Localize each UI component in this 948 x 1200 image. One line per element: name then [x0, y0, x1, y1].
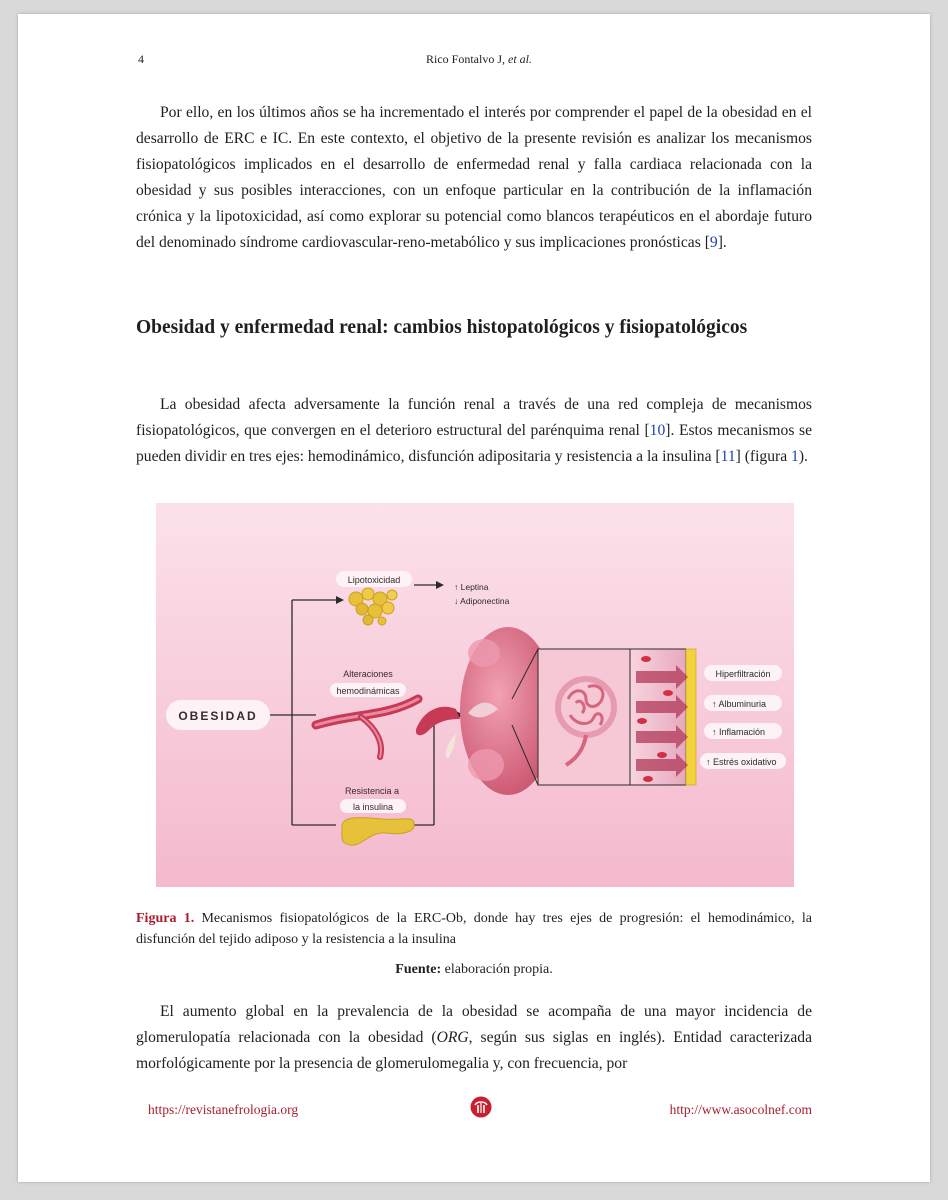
- adiponectina-label: Adiponectina: [460, 596, 510, 606]
- citation-link-10[interactable]: 10: [649, 422, 666, 439]
- down-arrow-icon: ↓: [454, 596, 459, 606]
- running-header-etal: et al.: [508, 52, 533, 66]
- adiponectina-row: [454, 596, 510, 606]
- hemo-label-line1: Alteraciones: [343, 669, 393, 679]
- figure-1-diagram: [156, 503, 794, 887]
- section-text-2: ]. Estos mecanismos se pueden dividir en tres ejes: hemodinámico, disfunción adipositaria y resistencia a la insulina [: [136, 422, 812, 465]
- section-paragraph: [136, 392, 812, 470]
- figure-source: [136, 962, 812, 978]
- section-text-1: La obesidad afecta adversamente la función renal a través de una red compleja de mecanismos fisiopatológicos, que convergen en el deterioro estructural del parénquima renal [: [136, 396, 812, 439]
- closing-paragraph: [136, 999, 812, 1077]
- outcome-inflamacion-row: [712, 727, 765, 737]
- journal-logo-icon: [470, 1096, 492, 1118]
- outcome-albuminuria: Albuminuria: [718, 699, 767, 709]
- insulin-label-line2: la insulina: [352, 802, 394, 812]
- figure-link-1[interactable]: 1: [791, 448, 799, 465]
- figure-caption-label: Figura 1.: [136, 911, 195, 926]
- section-text-4: ).: [798, 448, 808, 465]
- up-arrow-icon: ↑: [712, 699, 717, 709]
- outcome-hiperfiltracion: Hiperfiltración: [715, 669, 771, 679]
- outcome-inflamacion: Inflamación: [719, 727, 766, 737]
- up-arrow-icon: ↑: [454, 582, 459, 592]
- intro-text-end: ].: [717, 234, 727, 251]
- intro-paragraph: [136, 100, 812, 256]
- obesidad-label: OBESIDAD: [178, 709, 258, 723]
- section-text-3: ] (figura: [735, 448, 792, 465]
- footer-association-link[interactable]: http://www.asocolnef.com: [669, 1102, 812, 1117]
- closing-text-1: El aumento global en la prevalencia de la obesidad se acompaña de una mayor incidencia de glomerulopatía relacionada con la obesidad (: [136, 1003, 812, 1046]
- page-number: 4: [138, 52, 144, 66]
- figure-source-text: elaboración propia.: [444, 962, 553, 977]
- closing-abbrev: ORG: [436, 1029, 469, 1046]
- figure-source-label: Fuente:: [395, 962, 442, 977]
- section-heading: Obesidad y enfermedad renal: cambios histopatológicos y fisiopatológicos: [136, 317, 748, 338]
- intro-text: Por ello, en los últimos años se ha incrementado el interés por comprender el papel de la obesidad en el desarrollo de ERC e IC. En este contexto, el objetivo de la presente revisión es analizar los mecanismos fisiopatológicos implicados en el desarrollo de enfermedad renal y falla cardiaca relacionada con la obesidad y sus posibles interacciones, con un enfoque particular en la contribución de la inflamación crónica y la lipotoxicidad, así como explorar su potencial como blancos terapéuticos en el abordaje futuro del denominado síndrome cardiovascular-reno-metabólico y sus implicaciones pronósticas [: [136, 104, 812, 251]
- leptina-label: Leptina: [460, 582, 489, 592]
- citation-link-11[interactable]: 11: [720, 448, 736, 465]
- running-header: [426, 52, 532, 67]
- footer-journal-link[interactable]: https://revistanefrologia.org: [148, 1102, 299, 1117]
- leptina-row: [454, 582, 489, 592]
- citation-link-9[interactable]: 9: [709, 234, 718, 251]
- up-arrow-icon: ↑: [706, 757, 711, 767]
- hemo-label-line2: hemodinámicas: [336, 686, 400, 696]
- outcome-estres-oxidativo: Estrés oxidativo: [713, 757, 777, 767]
- document-page: [18, 14, 930, 1182]
- tubule-strip: [630, 649, 696, 785]
- figure-caption: [136, 908, 812, 950]
- outcome-albuminuria-row: [712, 699, 766, 709]
- running-header-author: Rico Fontalvo J,: [426, 52, 506, 66]
- outcome-estres-row: [706, 757, 777, 767]
- lipotoxicidad-label: Lipotoxicidad: [347, 575, 401, 585]
- insulin-label-line1: Resistencia a: [344, 786, 400, 796]
- figure-caption-text: Mecanismos fisiopatológicos de la ERC-Ob, donde hay tres ejes de progresión: el hemodinámico, la disfunción del tejido adiposo y la resistencia a la insulina: [136, 911, 813, 947]
- closing-text-2: , según sus siglas en inglés). Entidad caracterizada morfológicamente por la presencia de glomerulomegalia y, con frecuencia, por: [136, 1029, 812, 1072]
- up-arrow-icon: ↑: [712, 727, 717, 737]
